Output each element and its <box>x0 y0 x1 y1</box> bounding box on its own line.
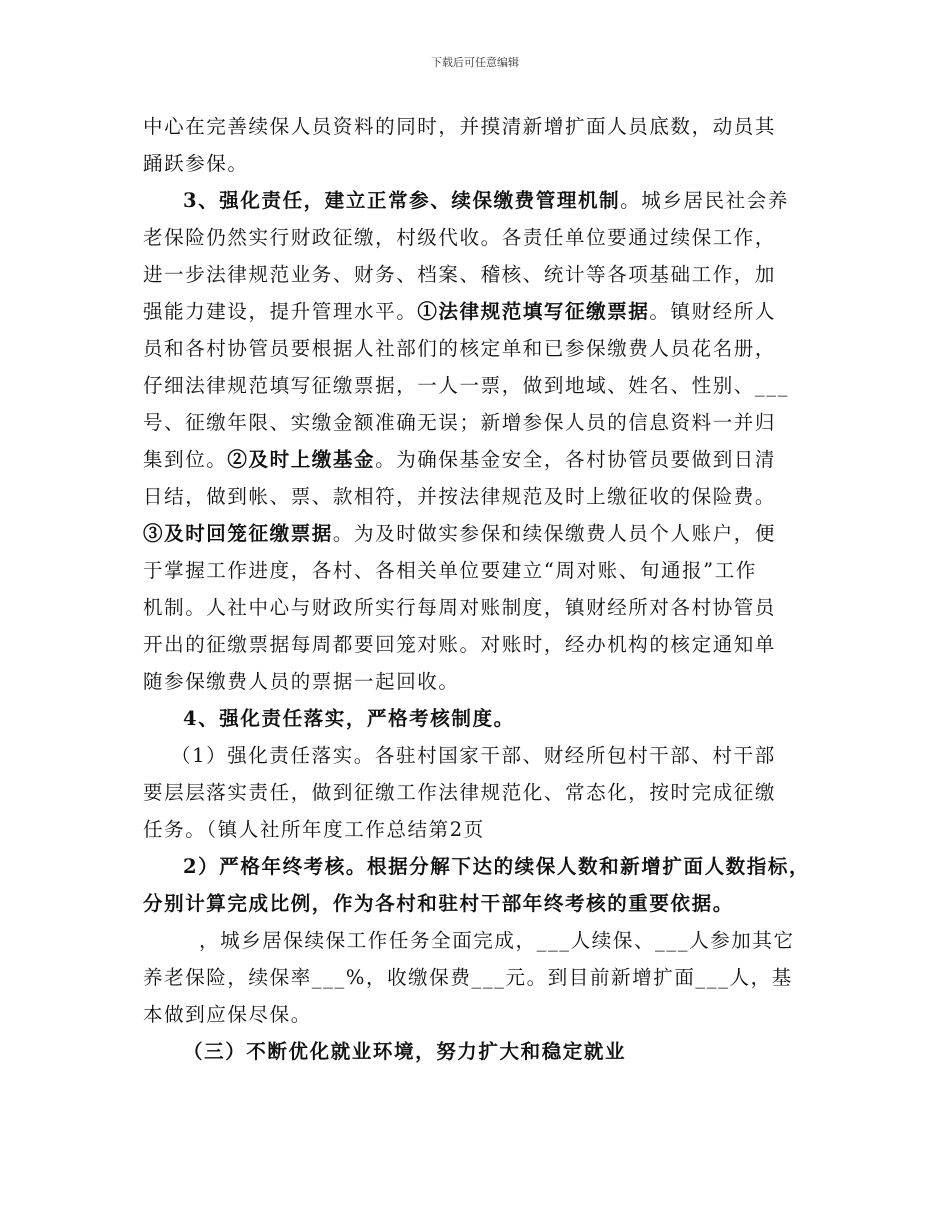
body-line: 进一步法律规范业务、财务、档案、稽核、统计等各项基础工作，加 <box>143 263 777 286</box>
body-line: ③及时回笼征缴票据。为及时做实参保和续保缴费人员个人账户，便 <box>143 522 777 545</box>
item-2-heading: ②及时上缴基金 <box>227 448 376 471</box>
body-line: ，城乡居保续保工作任务全面完成，___人续保、___人参加其它 <box>199 929 795 952</box>
body-line: 踊跃参保。 <box>143 152 249 175</box>
body-line: 机制。人社中心与财政所实行每周对账制度，镇财经所对各村协管员 <box>143 596 777 619</box>
body-line: 集到位。②及时上缴基金。为确保基金安全，各村协管员要做到日清 <box>143 448 777 471</box>
body-line: 任务。（镇人社所年度工作总结第2页 <box>143 818 485 841</box>
body-line: （1）强化责任落实。各驻村国家干部、财经所包村干部、村干部 <box>171 744 776 767</box>
document-body <box>143 108 813 1070</box>
section-heading: （三）不断优化就业环境，努力扩大和稳定就业 <box>183 1040 627 1063</box>
body-line: 于掌握工作进度，各村、各相关单位要建立“周对账、旬通报”工作 <box>143 559 757 582</box>
body-line: 要层层落实责任，做到征缴工作法律规范化、常态化，按时完成征缴 <box>143 781 777 804</box>
item-3-heading: ③及时回笼征缴票据 <box>143 522 333 545</box>
item-1-heading: ①法律规范填写征缴票据 <box>417 300 650 323</box>
page-header: 下载后可任意编辑 <box>431 56 519 69</box>
body-line: 养老保险，续保率___%，收缴保费___元。到目前新增扩面___人，基 <box>143 966 793 989</box>
section-3-heading-line: 3、强化责任，建立正常参、续保缴费管理机制。城乡居民社会养 <box>183 189 789 212</box>
body-line: 日结，做到帐、票、款相符，并按法律规范及时上缴征收的保险费。 <box>143 485 777 508</box>
body-line: 仔细法律规范填写征缴票据，一人一票，做到地域、姓名、性别、___ <box>143 374 789 397</box>
section-3-heading: 3、强化责任，建立正常参、续保缴费管理机制 <box>183 189 621 212</box>
body-line: 员和各村协管员要根据人社部们的核定单和已参保缴费人员花名册， <box>143 337 777 360</box>
bold-paragraph-line: 分别计算完成比例，作为各村和驻村干部年终考核的重要依据。 <box>143 892 734 915</box>
body-line: 强能力建设，提升管理水平。①法律规范填写征缴票据。镇财经所人 <box>143 300 777 323</box>
body-line: 本做到应保尽保。 <box>143 1003 312 1026</box>
section-4-heading: 4、强化责任落实，严格考核制度。 <box>183 707 515 730</box>
body-line: 中心在完善续保人员资料的同时，并摸清新增扩面人员底数，动员其 <box>143 115 777 138</box>
body-line: 开出的征缴票据每周都要回笼对账。对账时，经办机构的核定通知单 <box>143 633 777 656</box>
bold-paragraph-line: 2）严格年终考核。根据分解下达的续保人数和新增扩面人数指标， <box>183 855 811 878</box>
body-line: 老保险仍然实行财政征缴，村级代收。各责任单位要通过续保工作， <box>143 226 777 249</box>
body-line: 随参保缴费人员的票据一起回收。 <box>143 670 460 693</box>
body-line: 号、征缴年限、实缴金额准确无误；新增参保人员的信息资料一并归 <box>143 411 777 434</box>
